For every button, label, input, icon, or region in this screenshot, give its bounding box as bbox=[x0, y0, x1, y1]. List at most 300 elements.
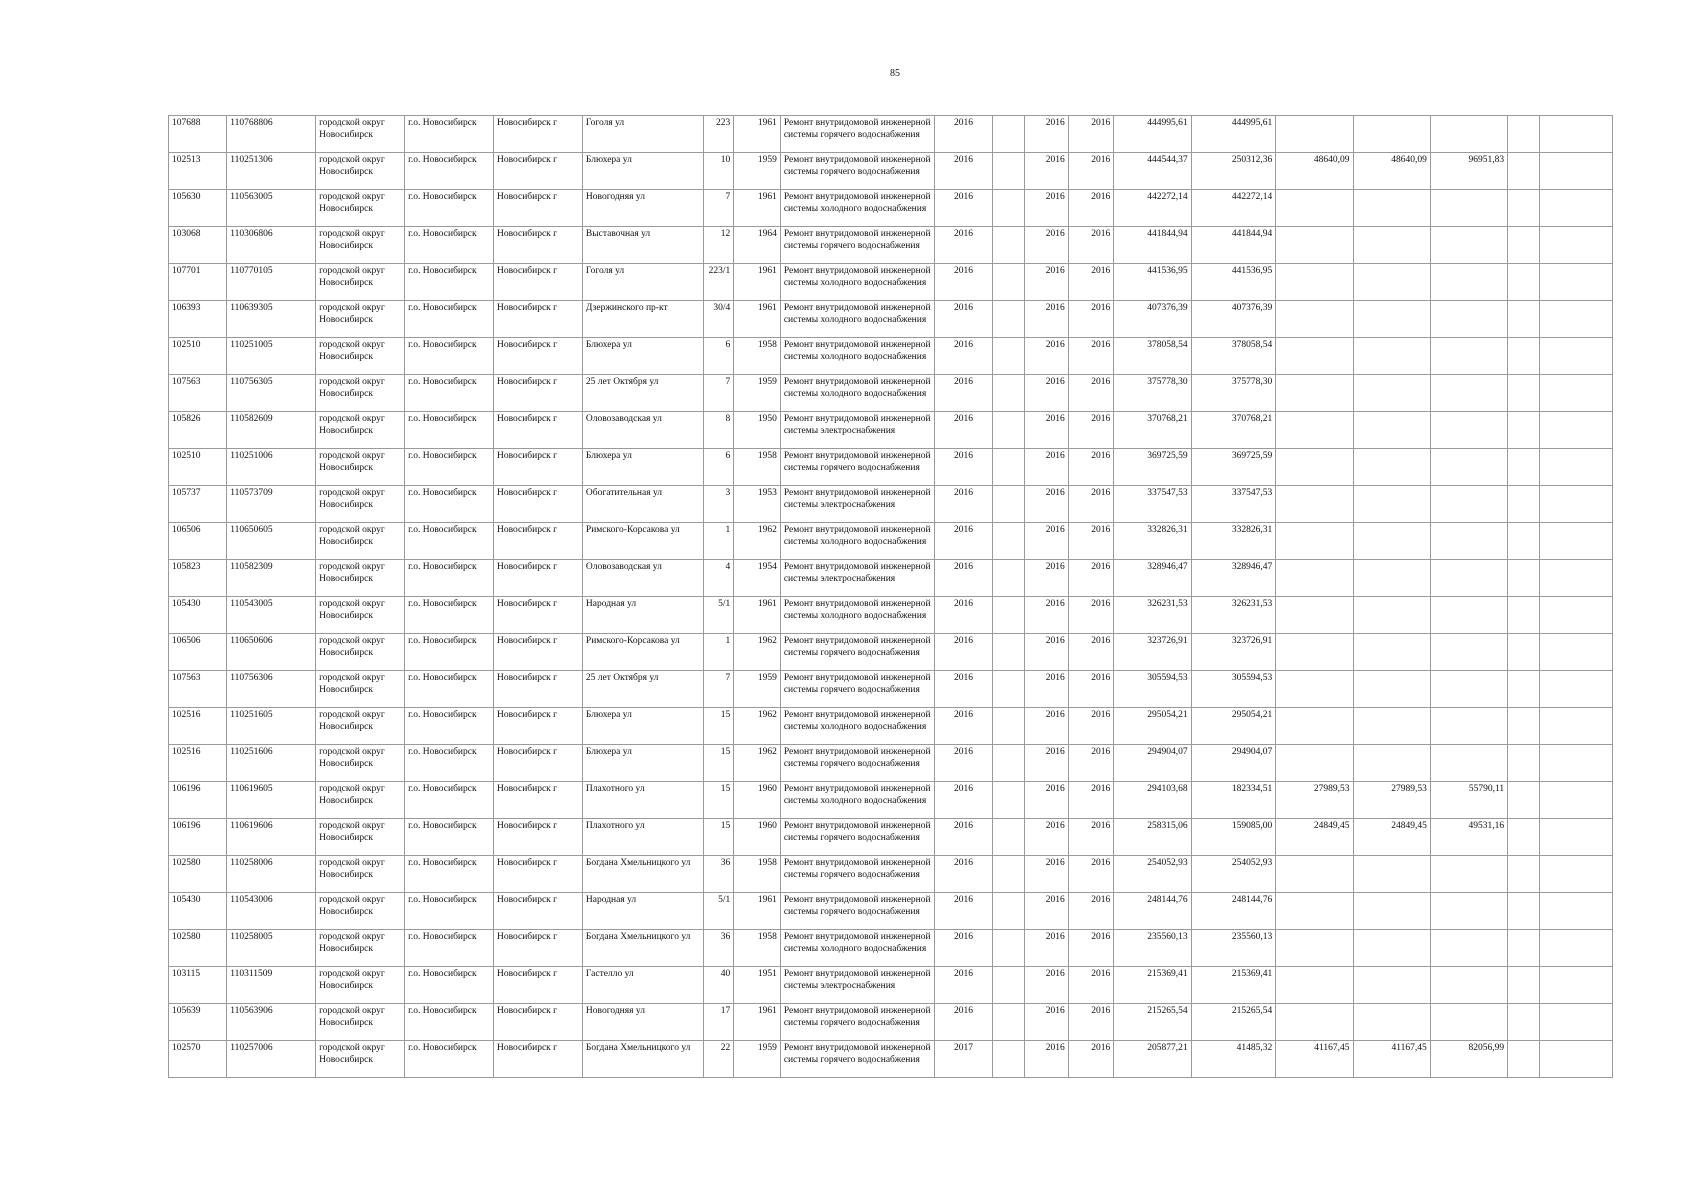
cell-c19 bbox=[1508, 486, 1540, 523]
cell-c16 bbox=[1276, 449, 1353, 486]
cell-district: городской округ Новосибирск bbox=[316, 190, 405, 227]
cell-fund: 369725,59 bbox=[1191, 449, 1276, 486]
cell-house: 4 bbox=[703, 560, 734, 597]
cell-work: Ремонт внутридомовой инженерной системы холодного водоснабжения bbox=[780, 264, 935, 301]
cell-c20 bbox=[1539, 301, 1612, 338]
cell-c19 bbox=[1508, 597, 1540, 634]
cell-year-built: 1961 bbox=[734, 190, 781, 227]
cell-c17 bbox=[1353, 856, 1430, 893]
table-row bbox=[169, 745, 1613, 782]
cell-district: городской округ Новосибирск bbox=[316, 893, 405, 930]
cell-city: Новосибирск г bbox=[493, 708, 582, 745]
cell-street: Богдана Хмельницкого ул bbox=[582, 930, 703, 967]
cell-total: 294103,68 bbox=[1114, 782, 1191, 819]
table-row bbox=[169, 967, 1613, 1004]
cell-plan-year: 2016 bbox=[935, 264, 992, 301]
cell-c20 bbox=[1539, 634, 1612, 671]
cell-fund: 323726,91 bbox=[1191, 634, 1276, 671]
cell-city: Новосибирск г bbox=[493, 893, 582, 930]
cell-c17 bbox=[1353, 1004, 1430, 1041]
cell-c18 bbox=[1430, 227, 1507, 264]
cell-code: 110251605 bbox=[227, 708, 316, 745]
cell-c12: 2016 bbox=[1025, 449, 1068, 486]
cell-work: Ремонт внутридомовой инженерной системы горячего водоснабжения bbox=[780, 116, 935, 153]
cell-total: 205877,21 bbox=[1114, 1041, 1191, 1078]
cell-house: 5/1 bbox=[703, 597, 734, 634]
cell-c16 bbox=[1276, 264, 1353, 301]
cell-house: 223 bbox=[703, 116, 734, 153]
cell-plan-year: 2016 bbox=[935, 1004, 992, 1041]
cell-c17 bbox=[1353, 338, 1430, 375]
cell-c16 bbox=[1276, 671, 1353, 708]
cell-code: 110251606 bbox=[227, 745, 316, 782]
cell-c11 bbox=[992, 449, 1025, 486]
cell-total: 294904,07 bbox=[1114, 745, 1191, 782]
cell-street: Римского-Корсакова ул bbox=[582, 523, 703, 560]
cell-id: 106393 bbox=[169, 301, 227, 338]
cell-c19 bbox=[1508, 856, 1540, 893]
cell-work: Ремонт внутридомовой инженерной системы горячего водоснабжения bbox=[780, 1004, 935, 1041]
cell-house: 7 bbox=[703, 190, 734, 227]
cell-city: Новосибирск г bbox=[493, 967, 582, 1004]
cell-c19 bbox=[1508, 967, 1540, 1004]
cell-c17 bbox=[1353, 190, 1430, 227]
cell-code: 110639305 bbox=[227, 301, 316, 338]
table-row bbox=[169, 930, 1613, 967]
cell-plan-year: 2016 bbox=[935, 116, 992, 153]
cell-year-built: 1954 bbox=[734, 560, 781, 597]
cell-city: Новосибирск г bbox=[493, 856, 582, 893]
cell-c18 bbox=[1430, 560, 1507, 597]
cell-c11 bbox=[992, 190, 1025, 227]
table-row bbox=[169, 264, 1613, 301]
cell-house: 1 bbox=[703, 634, 734, 671]
cell-c17 bbox=[1353, 893, 1430, 930]
cell-work: Ремонт внутридомовой инженерной системы горячего водоснабжения bbox=[780, 449, 935, 486]
cell-house: 36 bbox=[703, 856, 734, 893]
cell-fund: 378058,54 bbox=[1191, 338, 1276, 375]
cell-c20 bbox=[1539, 819, 1612, 856]
cell-c12: 2016 bbox=[1025, 671, 1068, 708]
cell-house: 8 bbox=[703, 412, 734, 449]
cell-c17 bbox=[1353, 486, 1430, 523]
cell-street: Гоголя ул bbox=[582, 116, 703, 153]
cell-c11 bbox=[992, 856, 1025, 893]
cell-c19 bbox=[1508, 301, 1540, 338]
cell-c17 bbox=[1353, 597, 1430, 634]
cell-district: городской округ Новосибирск bbox=[316, 782, 405, 819]
cell-work: Ремонт внутридомовой инженерной системы электроснабжения bbox=[780, 560, 935, 597]
cell-city: Новосибирск г bbox=[493, 634, 582, 671]
cell-c19 bbox=[1508, 782, 1540, 819]
cell-code: 110543005 bbox=[227, 597, 316, 634]
cell-street: Народная ул bbox=[582, 597, 703, 634]
cell-c16 bbox=[1276, 893, 1353, 930]
cell-total: 248144,76 bbox=[1114, 893, 1191, 930]
cell-c12: 2016 bbox=[1025, 967, 1068, 1004]
cell-fund: 159085,00 bbox=[1191, 819, 1276, 856]
cell-total: 375778,30 bbox=[1114, 375, 1191, 412]
cell-c17: 27989,53 bbox=[1353, 782, 1430, 819]
cell-house: 1 bbox=[703, 523, 734, 560]
cell-fund: 337547,53 bbox=[1191, 486, 1276, 523]
cell-work: Ремонт внутридомовой инженерной системы холодного водоснабжения bbox=[780, 782, 935, 819]
cell-c16 bbox=[1276, 1004, 1353, 1041]
cell-fund: 444995,61 bbox=[1191, 116, 1276, 153]
cell-c18 bbox=[1430, 486, 1507, 523]
cell-plan-year: 2016 bbox=[935, 708, 992, 745]
cell-c13: 2016 bbox=[1068, 338, 1114, 375]
cell-year-built: 1951 bbox=[734, 967, 781, 1004]
cell-municipality: г.о. Новосибирск bbox=[405, 671, 494, 708]
cell-street: 25 лет Октября ул bbox=[582, 671, 703, 708]
cell-c12: 2016 bbox=[1025, 227, 1068, 264]
cell-id: 105826 bbox=[169, 412, 227, 449]
cell-c19 bbox=[1508, 671, 1540, 708]
cell-c18 bbox=[1430, 893, 1507, 930]
cell-plan-year: 2016 bbox=[935, 819, 992, 856]
cell-c18 bbox=[1430, 375, 1507, 412]
cell-year-built: 1962 bbox=[734, 523, 781, 560]
cell-c17 bbox=[1353, 227, 1430, 264]
cell-id: 106506 bbox=[169, 523, 227, 560]
cell-c13: 2016 bbox=[1068, 486, 1114, 523]
cell-id: 105639 bbox=[169, 1004, 227, 1041]
cell-street: Блюхера ул bbox=[582, 153, 703, 190]
cell-c18 bbox=[1430, 412, 1507, 449]
cell-c18 bbox=[1430, 930, 1507, 967]
cell-c12: 2016 bbox=[1025, 338, 1068, 375]
table-row bbox=[169, 227, 1613, 264]
cell-city: Новосибирск г bbox=[493, 819, 582, 856]
cell-c16 bbox=[1276, 967, 1353, 1004]
cell-district: городской округ Новосибирск bbox=[316, 1004, 405, 1041]
cell-house: 7 bbox=[703, 671, 734, 708]
cell-fund: 254052,93 bbox=[1191, 856, 1276, 893]
cell-id: 107563 bbox=[169, 671, 227, 708]
cell-plan-year: 2016 bbox=[935, 153, 992, 190]
cell-c11 bbox=[992, 930, 1025, 967]
cell-municipality: г.о. Новосибирск bbox=[405, 967, 494, 1004]
cell-street: Плахотного ул bbox=[582, 819, 703, 856]
cell-code: 110619605 bbox=[227, 782, 316, 819]
cell-c16 bbox=[1276, 116, 1353, 153]
cell-year-built: 1958 bbox=[734, 449, 781, 486]
cell-code: 110257006 bbox=[227, 1041, 316, 1078]
cell-municipality: г.о. Новосибирск bbox=[405, 449, 494, 486]
cell-c20 bbox=[1539, 708, 1612, 745]
cell-house: 12 bbox=[703, 227, 734, 264]
cell-c12: 2016 bbox=[1025, 1004, 1068, 1041]
cell-c20 bbox=[1539, 597, 1612, 634]
cell-c18 bbox=[1430, 523, 1507, 560]
cell-id: 102510 bbox=[169, 449, 227, 486]
cell-c11 bbox=[992, 967, 1025, 1004]
cell-city: Новосибирск г bbox=[493, 449, 582, 486]
cell-year-built: 1958 bbox=[734, 930, 781, 967]
cell-c19 bbox=[1508, 819, 1540, 856]
cell-c13: 2016 bbox=[1068, 449, 1114, 486]
cell-c11 bbox=[992, 153, 1025, 190]
cell-c17 bbox=[1353, 449, 1430, 486]
cell-c12: 2016 bbox=[1025, 523, 1068, 560]
cell-c19 bbox=[1508, 634, 1540, 671]
cell-c13: 2016 bbox=[1068, 597, 1114, 634]
cell-c17 bbox=[1353, 375, 1430, 412]
cell-c16 bbox=[1276, 338, 1353, 375]
cell-city: Новосибирск г bbox=[493, 301, 582, 338]
cell-house: 36 bbox=[703, 930, 734, 967]
cell-city: Новосибирск г bbox=[493, 671, 582, 708]
cell-house: 15 bbox=[703, 782, 734, 819]
cell-work: Ремонт внутридомовой инженерной системы холодного водоснабжения bbox=[780, 523, 935, 560]
cell-c13: 2016 bbox=[1068, 227, 1114, 264]
cell-house: 6 bbox=[703, 338, 734, 375]
cell-c12: 2016 bbox=[1025, 708, 1068, 745]
cell-work: Ремонт внутридомовой инженерной системы холодного водоснабжения bbox=[780, 338, 935, 375]
cell-plan-year: 2016 bbox=[935, 301, 992, 338]
cell-c20 bbox=[1539, 449, 1612, 486]
cell-city: Новосибирск г bbox=[493, 264, 582, 301]
cell-district: городской округ Новосибирск bbox=[316, 338, 405, 375]
table-row bbox=[169, 856, 1613, 893]
cell-c19 bbox=[1508, 1004, 1540, 1041]
cell-work: Ремонт внутридомовой инженерной системы холодного водоснабжения bbox=[780, 375, 935, 412]
cell-city: Новосибирск г bbox=[493, 190, 582, 227]
cell-c17 bbox=[1353, 634, 1430, 671]
cell-fund: 215369,41 bbox=[1191, 967, 1276, 1004]
cell-district: городской округ Новосибирск bbox=[316, 671, 405, 708]
cell-c17: 41167,45 bbox=[1353, 1041, 1430, 1078]
cell-plan-year: 2016 bbox=[935, 449, 992, 486]
cell-code: 110311509 bbox=[227, 967, 316, 1004]
cell-c17 bbox=[1353, 560, 1430, 597]
cell-c19 bbox=[1508, 523, 1540, 560]
cell-c20 bbox=[1539, 745, 1612, 782]
cell-c11 bbox=[992, 819, 1025, 856]
cell-work: Ремонт внутридомовой инженерной системы горячего водоснабжения bbox=[780, 819, 935, 856]
cell-c12: 2016 bbox=[1025, 819, 1068, 856]
cell-c13: 2016 bbox=[1068, 708, 1114, 745]
cell-house: 22 bbox=[703, 1041, 734, 1078]
cell-work: Ремонт внутридомовой инженерной системы горячего водоснабжения bbox=[780, 745, 935, 782]
cell-city: Новосибирск г bbox=[493, 930, 582, 967]
cell-district: городской округ Новосибирск bbox=[316, 967, 405, 1004]
cell-municipality: г.о. Новосибирск bbox=[405, 486, 494, 523]
cell-c17: 24849,45 bbox=[1353, 819, 1430, 856]
cell-code: 110543006 bbox=[227, 893, 316, 930]
cell-c19 bbox=[1508, 190, 1540, 227]
cell-code: 110251306 bbox=[227, 153, 316, 190]
cell-work: Ремонт внутридомовой инженерной системы холодного водоснабжения bbox=[780, 190, 935, 227]
cell-c16 bbox=[1276, 375, 1353, 412]
cell-municipality: г.о. Новосибирск bbox=[405, 301, 494, 338]
cell-c20 bbox=[1539, 116, 1612, 153]
cell-c17 bbox=[1353, 412, 1430, 449]
cell-work: Ремонт внутридомовой инженерной системы электроснабжения bbox=[780, 967, 935, 1004]
cell-street: Блюхера ул bbox=[582, 745, 703, 782]
cell-house: 223/1 bbox=[703, 264, 734, 301]
table-row bbox=[169, 523, 1613, 560]
cell-code: 110582309 bbox=[227, 560, 316, 597]
cell-district: городской округ Новосибирск bbox=[316, 856, 405, 893]
table-row bbox=[169, 671, 1613, 708]
cell-house: 7 bbox=[703, 375, 734, 412]
table-row bbox=[169, 375, 1613, 412]
cell-total: 369725,59 bbox=[1114, 449, 1191, 486]
cell-year-built: 1959 bbox=[734, 153, 781, 190]
cell-year-built: 1960 bbox=[734, 782, 781, 819]
cell-district: городской округ Новосибирск bbox=[316, 116, 405, 153]
cell-fund: 375778,30 bbox=[1191, 375, 1276, 412]
cell-code: 110650606 bbox=[227, 634, 316, 671]
cell-fund: 41485,32 bbox=[1191, 1041, 1276, 1078]
cell-id: 105430 bbox=[169, 893, 227, 930]
cell-c19 bbox=[1508, 153, 1540, 190]
cell-house: 10 bbox=[703, 153, 734, 190]
cell-city: Новосибирск г bbox=[493, 338, 582, 375]
cell-municipality: г.о. Новосибирск bbox=[405, 782, 494, 819]
cell-c17 bbox=[1353, 930, 1430, 967]
cell-id: 102513 bbox=[169, 153, 227, 190]
cell-id: 102580 bbox=[169, 930, 227, 967]
cell-street: Дзержинского пр-кт bbox=[582, 301, 703, 338]
cell-municipality: г.о. Новосибирск bbox=[405, 338, 494, 375]
cell-municipality: г.о. Новосибирск bbox=[405, 560, 494, 597]
cell-id: 102510 bbox=[169, 338, 227, 375]
cell-year-built: 1961 bbox=[734, 301, 781, 338]
cell-municipality: г.о. Новосибирск bbox=[405, 412, 494, 449]
cell-total: 235560,13 bbox=[1114, 930, 1191, 967]
cell-city: Новосибирск г bbox=[493, 523, 582, 560]
cell-c11 bbox=[992, 634, 1025, 671]
cell-year-built: 1961 bbox=[734, 893, 781, 930]
cell-c11 bbox=[992, 486, 1025, 523]
cell-c18 bbox=[1430, 1004, 1507, 1041]
cell-fund: 294904,07 bbox=[1191, 745, 1276, 782]
cell-c16: 24849,45 bbox=[1276, 819, 1353, 856]
cell-c16 bbox=[1276, 930, 1353, 967]
cell-city: Новосибирск г bbox=[493, 116, 582, 153]
cell-work: Ремонт внутридомовой инженерной системы горячего водоснабжения bbox=[780, 634, 935, 671]
cell-district: городской округ Новосибирск bbox=[316, 523, 405, 560]
cell-street: Богдана Хмельницкого ул bbox=[582, 856, 703, 893]
cell-municipality: г.о. Новосибирск bbox=[405, 893, 494, 930]
cell-c13: 2016 bbox=[1068, 523, 1114, 560]
cell-c20 bbox=[1539, 153, 1612, 190]
cell-c18: 96951,83 bbox=[1430, 153, 1507, 190]
cell-city: Новосибирск г bbox=[493, 1004, 582, 1041]
cell-district: городской округ Новосибирск bbox=[316, 745, 405, 782]
cell-code: 110770105 bbox=[227, 264, 316, 301]
cell-street: Блюхера ул bbox=[582, 449, 703, 486]
cell-house: 30/4 bbox=[703, 301, 734, 338]
cell-house: 5/1 bbox=[703, 893, 734, 930]
cell-total: 215369,41 bbox=[1114, 967, 1191, 1004]
cell-fund: 235560,13 bbox=[1191, 930, 1276, 967]
cell-code: 110258005 bbox=[227, 930, 316, 967]
cell-district: городской округ Новосибирск bbox=[316, 412, 405, 449]
cell-c20 bbox=[1539, 560, 1612, 597]
cell-district: городской округ Новосибирск bbox=[316, 1041, 405, 1078]
cell-work: Ремонт внутридомовой инженерной системы горячего водоснабжения bbox=[780, 153, 935, 190]
cell-year-built: 1961 bbox=[734, 116, 781, 153]
cell-year-built: 1959 bbox=[734, 1041, 781, 1078]
cell-street: Блюхера ул bbox=[582, 708, 703, 745]
cell-c19 bbox=[1508, 745, 1540, 782]
table-row bbox=[169, 819, 1613, 856]
cell-c12: 2016 bbox=[1025, 116, 1068, 153]
cell-plan-year: 2016 bbox=[935, 375, 992, 412]
cell-house: 6 bbox=[703, 449, 734, 486]
cell-work: Ремонт внутридомовой инженерной системы горячего водоснабжения bbox=[780, 856, 935, 893]
cell-c17 bbox=[1353, 116, 1430, 153]
cell-c19 bbox=[1508, 893, 1540, 930]
cell-c19 bbox=[1508, 116, 1540, 153]
cell-street: Оловозаводская ул bbox=[582, 560, 703, 597]
cell-c13: 2016 bbox=[1068, 745, 1114, 782]
cell-c19 bbox=[1508, 708, 1540, 745]
cell-year-built: 1959 bbox=[734, 671, 781, 708]
cell-c20 bbox=[1539, 893, 1612, 930]
cell-c19 bbox=[1508, 227, 1540, 264]
cell-id: 105630 bbox=[169, 190, 227, 227]
cell-municipality: г.о. Новосибирск bbox=[405, 190, 494, 227]
cell-total: 444544,37 bbox=[1114, 153, 1191, 190]
cell-municipality: г.о. Новосибирск bbox=[405, 856, 494, 893]
cell-c13: 2016 bbox=[1068, 1004, 1114, 1041]
cell-c16 bbox=[1276, 227, 1353, 264]
cell-city: Новосибирск г bbox=[493, 486, 582, 523]
cell-work: Ремонт внутридомовой инженерной системы горячего водоснабжения bbox=[780, 1041, 935, 1078]
cell-fund: 441536,95 bbox=[1191, 264, 1276, 301]
cell-fund: 182334,51 bbox=[1191, 782, 1276, 819]
cell-c11 bbox=[992, 782, 1025, 819]
table-row bbox=[169, 893, 1613, 930]
cell-c20 bbox=[1539, 856, 1612, 893]
cell-c12: 2016 bbox=[1025, 1041, 1068, 1078]
cell-district: городской округ Новосибирск bbox=[316, 301, 405, 338]
cell-district: городской округ Новосибирск bbox=[316, 449, 405, 486]
cell-house: 15 bbox=[703, 708, 734, 745]
cell-code: 110768806 bbox=[227, 116, 316, 153]
cell-house: 40 bbox=[703, 967, 734, 1004]
cell-house: 17 bbox=[703, 1004, 734, 1041]
cell-fund: 442272,14 bbox=[1191, 190, 1276, 227]
cell-c17 bbox=[1353, 745, 1430, 782]
cell-fund: 407376,39 bbox=[1191, 301, 1276, 338]
cell-work: Ремонт внутридомовой инженерной системы горячего водоснабжения bbox=[780, 893, 935, 930]
cell-fund: 370768,21 bbox=[1191, 412, 1276, 449]
cell-c12: 2016 bbox=[1025, 560, 1068, 597]
cell-c16 bbox=[1276, 560, 1353, 597]
cell-district: городской округ Новосибирск bbox=[316, 930, 405, 967]
cell-c18 bbox=[1430, 116, 1507, 153]
cell-plan-year: 2016 bbox=[935, 227, 992, 264]
cell-street: Римского-Корсакова ул bbox=[582, 634, 703, 671]
cell-c13: 2016 bbox=[1068, 264, 1114, 301]
table-row bbox=[169, 116, 1613, 153]
cell-c18 bbox=[1430, 745, 1507, 782]
cell-id: 106506 bbox=[169, 634, 227, 671]
cell-municipality: г.о. Новосибирск bbox=[405, 116, 494, 153]
cell-total: 444995,61 bbox=[1114, 116, 1191, 153]
cell-c18 bbox=[1430, 708, 1507, 745]
cell-code: 110563005 bbox=[227, 190, 316, 227]
cell-id: 107563 bbox=[169, 375, 227, 412]
cell-id: 105430 bbox=[169, 597, 227, 634]
cell-c19 bbox=[1508, 449, 1540, 486]
